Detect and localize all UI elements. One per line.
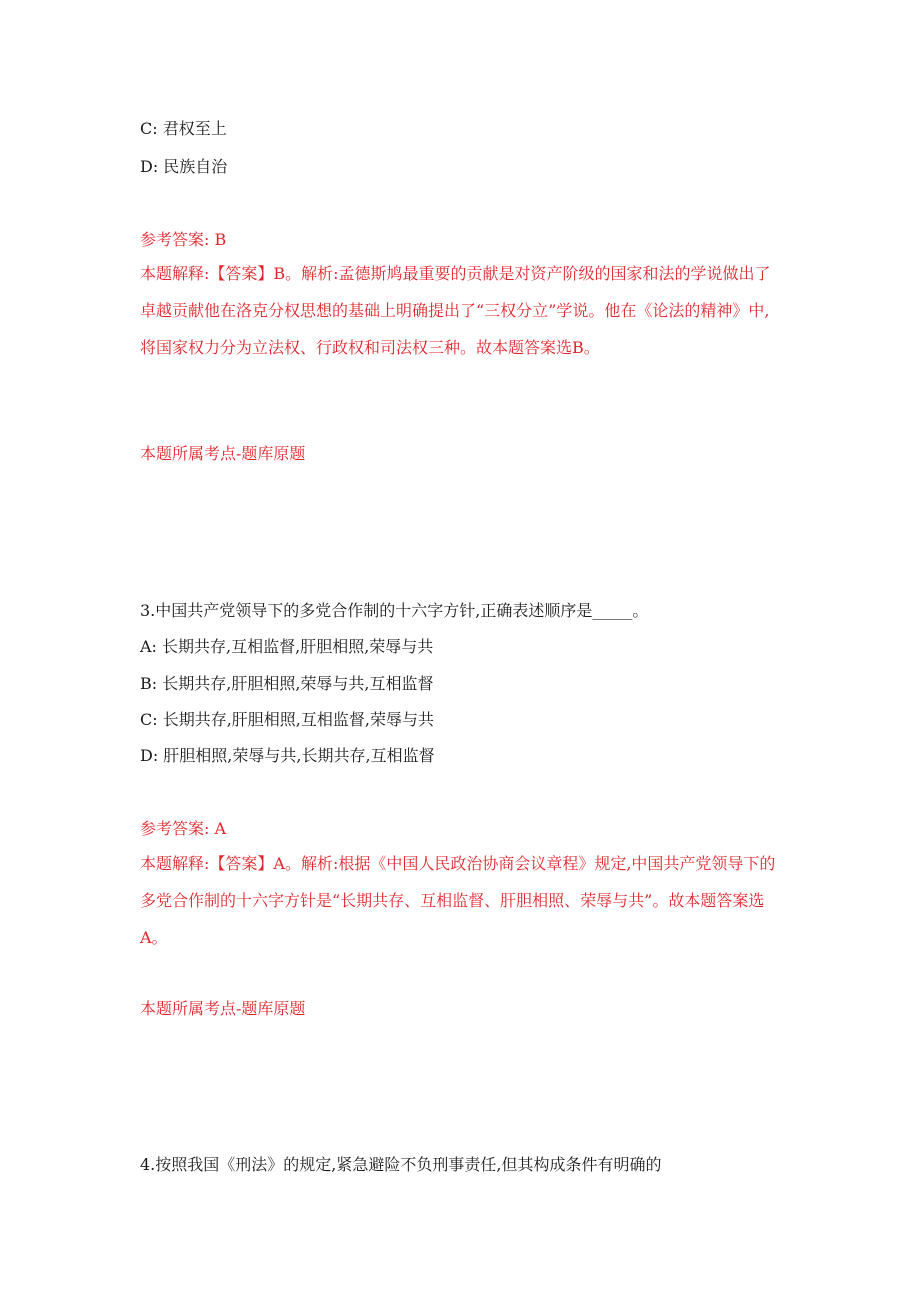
q3-explanation: 本题解释:【答案】A。解析:根据《中国人民政治协商会议章程》规定,中国共产党领导下的多党合作制的十六字方针是“长期共存、互相监督、肝胆相照、荣辱与共”。故本题答案选A。 [140, 854, 776, 947]
q3-option-a: A: 长期共存,互相监督,肝胆相照,荣辱与共 [140, 637, 434, 656]
q3-option-b: B: 长期共存,肝胆相照,荣辱与共,互相监督 [140, 674, 434, 693]
q2-source: 本题所属考点-题库原题 [140, 444, 306, 463]
q2-option-c: C: 君权至上 [140, 119, 227, 138]
q4-question: 4.按照我国《刑法》的规定,紧急避险不负刑事责任,但其构成条件有明确的 [140, 1155, 662, 1174]
q2-explanation: 本题解释:【答案】B。解析:孟德斯鸠最重要的贡献是对资产阶级的国家和法的学说做出了卓越贡献他在洛克分权思想的基础上明确提出了“三权分立”学说。他在《论法的精神》中,将国家权力分为立法权、行政权和司法权三种。故本题答案选B。 [140, 264, 771, 357]
q3-source: 本题所属考点-题库原题 [140, 999, 306, 1018]
q3-question: 3.中国共产党领导下的多党合作制的十六字方针,正确表述顺序是_____。 [140, 601, 649, 620]
q2-answer: 参考答案: B [140, 230, 227, 249]
q2-option-d: D: 民族自治 [140, 157, 228, 176]
q3-option-d: D: 肝胆相照,荣辱与共,长期共存,互相监督 [140, 746, 435, 765]
q3-answer: 参考答案: A [140, 819, 227, 838]
q3-option-c: C: 长期共存,肝胆相照,互相监督,荣辱与共 [140, 710, 434, 729]
